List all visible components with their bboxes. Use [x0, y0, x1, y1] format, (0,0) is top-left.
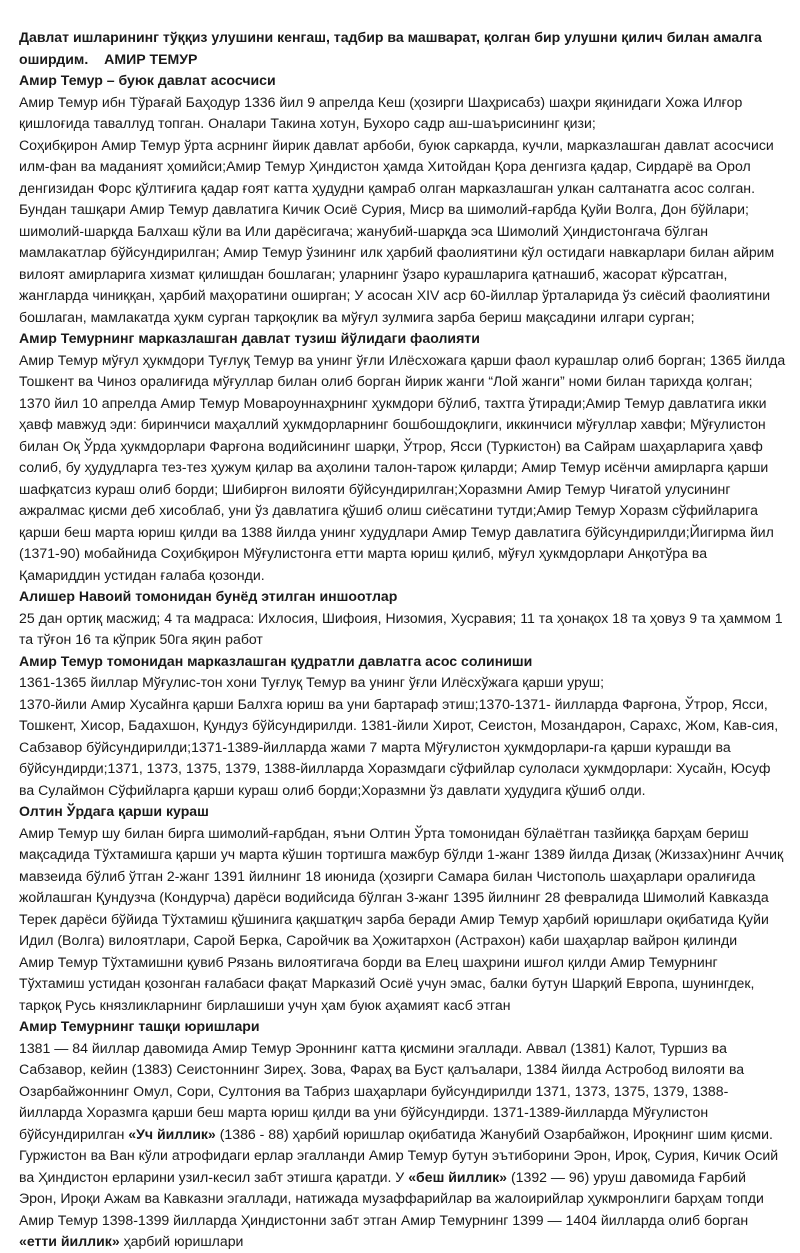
paragraph: Соҳибқирон Амир Темур ўрта асрнинг йирик давлат арбоби, буюк саркарда, кучли, марказлашган давлат асосчиси илм-фан ва маданият ҳомийси;Амир Темур Ҳиндистон ҳамда Хитойдан Қора денгизга қадар, Сирдарё ва Орол денгизидан Форс қўлтиғига қадар ғоят катта ҳудудни қамраб олган марказлашган улкан салтанатга асос солган. Бундан ташқари Амир Темур давлатига Кичик Осиё Сурия, Миср ва шимолий-ғарбда Қуйи Волга, Дон бўйлари; шимолий-шарқда Балхаш кўли ва Или дарёсигача; жанубий-шарқда эса Шимолий Ҳиндистонгача бўлган мамлакатлар бўйсундирилган; Амир Темур ўзининг илк ҳарбий фаолиятини кўл остидаги навкарлари билан айрим вилоят амирларига хизмат қилишдан бошлаган; уларнинг ўзаро курашларига қатнашиб, жасорат кўрсатган, жангларда чиниққан, ҳарбий маҳоратини оширган; У асосан XIV аср 60-йиллар ўрталарида ўз сиёсий фаолиятини бошлаган, мамлакатда ҳукм сурган тарқоқлик ва мўғул зулмига зарба бериш мақсадини илгари сурган;	[19, 136, 775, 325]
bold-term: «етти йиллик»	[19, 1233, 120, 1249]
paragraph: Амир Темур шу билан бирга шимолий-ғарбдан, яъни Олтин Ўрта томонидан бўлаётган тазйиққа барҳам бериш мақсадида Тўхтамишга қарши уч марта кўшин тортишга мажбур бўлди 1-жанг 1389 йилда Дизақ (Жиззах)нинг Аччиқ мавзеида бўлиб ўтган 2-жанг 1391 йилнинг 18 июнида (ҳозирги Самара билан Чистополь шаҳарлари оралиғида жойлашган Қундузча (Кондурча) дарёси водийсида бўлган 3-жанг 1395 йилнинг 28 февралида Шимолий Кавказда Терек дарёси бўйида Тўхтамиш қўшинига қақшатқич зарба беради Амир Темур ҳарбий юришлари оқибатида Қуйи Идил (Волга) вилоятлари, Сарой Берка, Саройчик ва Ҳожитархон (Астрахон) каби шаҳарлар вайрон қилинди	[19, 824, 784, 948]
section-heading: Амир Темурнинг ташқи юришлари	[19, 1018, 260, 1034]
epigraph-author: АМИР ТЕМУР	[104, 50, 198, 67]
section-heading: Амир Темур томонидан марказлашган қудратли давлатга асос солиниши	[19, 652, 533, 669]
bold-term: «беш йиллик»	[408, 1168, 508, 1185]
paragraph: 1361-1365 йиллар Мўғулис-тон хони Туғлуқ Темур ва унинг ўғли Илёсхўжага қарши уруш;	[19, 674, 605, 690]
paragraph	[19, 1038, 787, 1253]
section-heading: Алишер Навоий томонидан бунёд этилган иншоотлар	[19, 588, 398, 604]
section-heading: Амир Темур – буюк давлат асосчиси	[19, 72, 276, 88]
bold-term: «Уч йиллик»	[128, 1125, 216, 1142]
paragraph: Амир Темур Тўхтамишни қувиб Рязань вилоятигача борди ва Елец шаҳрини ишғол қилди Амир Темурнинг Тўхтамиш устидан қозонган ғалабаси фақат Марказий Осиё учун эмас, балки бутун Шарқий Европа, шунингдек, тарқоқ Русь князликларнинг бирлашиши учун ҳам буюк аҳамият касб этган	[19, 953, 755, 1013]
paragraph-text: ҳарбий юришлари	[119, 1233, 244, 1249]
epigraph	[19, 27, 787, 70]
paragraph: 1370-йили Амир Хусайнга қарши Балхга юриш ва уни бартараф этиш;1370-1371- йилларда Фарғона, Ўтрор, Ясси, Тошкент, Хисор, Бадахшон, Қундуз бўйсундирилди. 1381-йили Хирот, Сеистон, Мозандарон, Сарахс, Жом, Кав-сия, Сабзавор бўйсундирилди;1371-1389-йилларда жами 7 марта Мўғулистон ҳукмдорлари-га қарши курашди ва бўйсундирди;1371, 1373, 1375, 1379, 1388-йилларда Хоразмдаги сўфийлар сулоласи ҳукмдорлари: Хусайн, Юсуф ва Сулаймон Сўфийларга қарши кураш олиб борди;Хоразмни ўз давлати ҳудудига қўшиб олди.	[19, 695, 779, 798]
section-heading: Олтин Ўрдага қарши кураш	[19, 803, 209, 819]
paragraph-text: 1381 — 84 йиллар давомида Амир Темур Эроннинг катта қисмини эгаллади. Аввал (1381) Калот, Туршиз ва Сабзавор, кейин (1383) Сеистоннинг Зиреҳ. Зова, Фараҳ ва Буст қалъалари, 1384 йилда Астробод вилояти ва Озарбайжоннинг Омул, Сори, Султония ва Табриз шаҳарлари буйсундирилди 1371, 1373, 1375, 1379, 1388-йилларда Хоразмга қарши беш марта юриш қилди ва уни бўйсундирди. 1371-1389-йилларда Мўғулистон бўйсундирилган	[19, 1039, 745, 1142]
document-page	[19, 27, 787, 1253]
paragraph-text: (1392 — 96) уруш давомида Ғарбий Эрон, Ироқи Ажам ва Кавказни эгаллади, натижада музаффарийлар ва жалоирийлар ҳукмронлиги барҳам топди Амир Темур 1398-1399 йилларда Ҳиндистонни забт этган Амир Темурнинг 1399 — 1404 йилларда олиб борган	[19, 1168, 764, 1228]
paragraph: Амир Темур мўғул ҳукмдори Туғлуқ Темур ва унинг ўғли Илёсхожага қарши фаол курашлар олиб борган; 1365 йилда Тошкент ва Чиноз оралиғида мўғуллар билан олиб борган йирик жанги “Лой жанги” номи билан тарихда қолган; 1370 йил 10 апрелда Амир Темур Мовароуннаҳрнинг ҳукмдори бўлиб, тахтга ўтиради;Амир Темур давлатига икки ҳавф мавжуд эди: биринчиси маҳаллий ҳукмдорларнинг бошбошдоқлиги, иккинчиси мўғуллар хавфи; Мўғулистон билан Оқ Ўрда ҳукмдорлари Фарғона водийсининг шарқи, Ўтрор, Ясси (Туркистон) ва Сайрам шаҳарларига ҳавф солиб, бу ҳудудларга тез-тез ҳужум қилар ва аҳолини талон-тарож қиларди; Амир Темур исёнчи амирларга қарши шафқатсиз кураш олиб борди; Шибирғон вилояти бўйсундирилган;Хоразмни Амир Темур Чиғатой улусининг ажралмас қисми деб хисоблаб, уни ўз давлатига қўшиб олиш сиёсатини тутди;Амир Темур Хоразм сўфийларига қарши беш марта юриш қилди ва 1388 йилда унинг худудлари Амир Темур давлатига бўйсундирилди;Йигирма йил (1371-90) мобайнида Соҳибқирон Мўғулистонга етти марта юриш қилиб, мўғул ҳукмдорлари Анқотўра ва Қамариддин устидан ғалаба қозонди.	[19, 351, 786, 583]
epigraph-text: Давлат ишларининг тўққиз улушини кенгаш, тадбир ва машварат, қолган бир улушни қилич билан амалга оширдим.	[19, 29, 762, 67]
section-heading: Амир Темурнинг марказлашган давлат тузиш йўлидаги фаолияти	[19, 330, 480, 346]
paragraph: 25 дан ортиқ масжид; 4 та мадраса: Ихлосия, Шифоия, Низомия, Хусравия; 11 та ҳонақох 18 та ҳовуз 9 та ҳаммом 1 та тўғон 16 та кўприк 50га яқин работ	[19, 609, 783, 647]
paragraph-text: (1386 - 88) ҳарбий юришлар оқибатида Жанубий Озарбайжон, Ироқнинг шим қисми. Гуржистон ва Ван кўли атрофидаги ерлар эгалланди Амир Темур бутун эътиборини Эрон, Ироқ, Сурия, Кичик Осий ва Ҳиндистон ерларини узил-кесил забт этишга қаратди. У	[19, 1125, 779, 1185]
paragraph: Амир Темур ибн Тўрағай Баҳодур 1336 йил 9 апрелда Кеш (ҳозирги Шаҳрисабз) шаҳри яқинидаги Хожа Илғор қишлоғида таваллуд топган. Оналари Такина хотун, Бухоро садр аш-шаърисининг қизи;	[19, 93, 743, 131]
